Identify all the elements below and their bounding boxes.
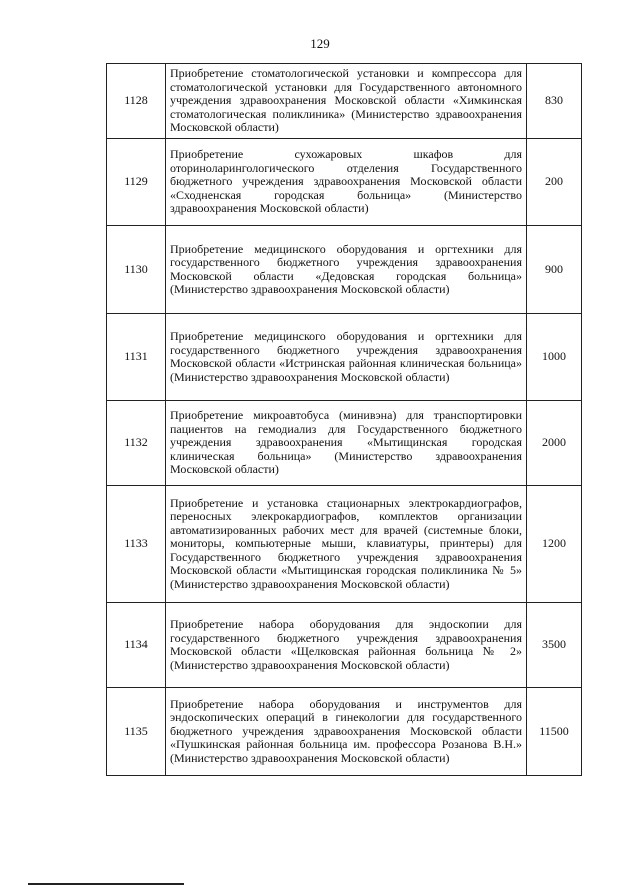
row-number: 1135 bbox=[107, 688, 166, 776]
row-description: Приобретение стоматологической установки и компрессора для стоматологической установки для Государственного автономного учреждения здравоохранения Московской области «Химкинская стоматологическая поликлиника» (Министерство здравоохранения Московской области) bbox=[166, 64, 527, 139]
row-description: Приобретение медицинского оборудования и оргтехники для государственного бюджетного учреждения здравоохранения Московской области «Дедовская городская больница» (Министерство здравоохранения Московской области) bbox=[166, 226, 527, 314]
row-number: 1134 bbox=[107, 603, 166, 688]
row-description: Приобретение набора оборудования и инструментов для эндоскопических операций в гинекологии для государственного бюджетного учреждения здравоохранения Московской области «Пушкинская районная больница им. профессора Розанова В.Н.» (Министерство здравоохранения Московской области) bbox=[166, 688, 527, 776]
table-row bbox=[107, 64, 582, 139]
row-number: 1133 bbox=[107, 486, 166, 603]
footnote-separator-line bbox=[28, 883, 184, 885]
row-description: Приобретение микроавтобуса (минивэна) для транспортировки пациентов на гемодиализ для Государственного бюджетного учреждения здравоохранения «Мытищинская городская клиническая больница» (Министерство здравоохранения Московской области) bbox=[166, 401, 527, 486]
row-amount: 11500 bbox=[527, 688, 582, 776]
page-number: 129 bbox=[310, 36, 330, 51]
row-amount: 2000 bbox=[527, 401, 582, 486]
row-amount: 200 bbox=[527, 139, 582, 226]
row-description: Приобретение медицинского оборудования и оргтехники для государственного бюджетного учреждения здравоохранения Московской области «Истринская районная клиническая больница» (Министерство здравоохранения Московской области) bbox=[166, 314, 527, 401]
row-number: 1131 bbox=[107, 314, 166, 401]
table-row bbox=[107, 401, 582, 486]
table-row bbox=[107, 226, 582, 314]
budget-items-table bbox=[106, 63, 582, 776]
table-row bbox=[107, 688, 582, 776]
row-number: 1130 bbox=[107, 226, 166, 314]
row-amount: 900 bbox=[527, 226, 582, 314]
table-row bbox=[107, 603, 582, 688]
row-amount: 1000 bbox=[527, 314, 582, 401]
row-description: Приобретение и установка стационарных электрокардиографов, переносных элекрокардиографов, комплектов организации автоматизированных рабочих мест для врачей (системные блоки, мониторы, компьютерные мыши, клавиатуры, принтеры) для Государственного бюджетного учреждения здравоохранения Московской области «Мытищинская городская поликлиника № 5» (Министерство здравоохранения Московской области) bbox=[166, 486, 527, 603]
row-description: Приобретение сухожаровых шкафов для оториноларингологического отделения Государственного бюджетного учреждения здравоохранения Московской области «Сходненская городская больница» (Министерство здравоохранения Московской области) bbox=[166, 139, 527, 226]
table-row bbox=[107, 486, 582, 603]
table-row bbox=[107, 314, 582, 401]
row-amount: 830 bbox=[527, 64, 582, 139]
row-description: Приобретение набора оборудования для эндоскопии для государственного бюджетного учреждения здравоохранения Московской области «Щелковская районная больница № 2» (Министерство здравоохранения Московской области) bbox=[166, 603, 527, 688]
row-amount: 1200 bbox=[527, 486, 582, 603]
row-number: 1129 bbox=[107, 139, 166, 226]
row-number: 1132 bbox=[107, 401, 166, 486]
table-row bbox=[107, 139, 582, 226]
row-amount: 3500 bbox=[527, 603, 582, 688]
row-number: 1128 bbox=[107, 64, 166, 139]
